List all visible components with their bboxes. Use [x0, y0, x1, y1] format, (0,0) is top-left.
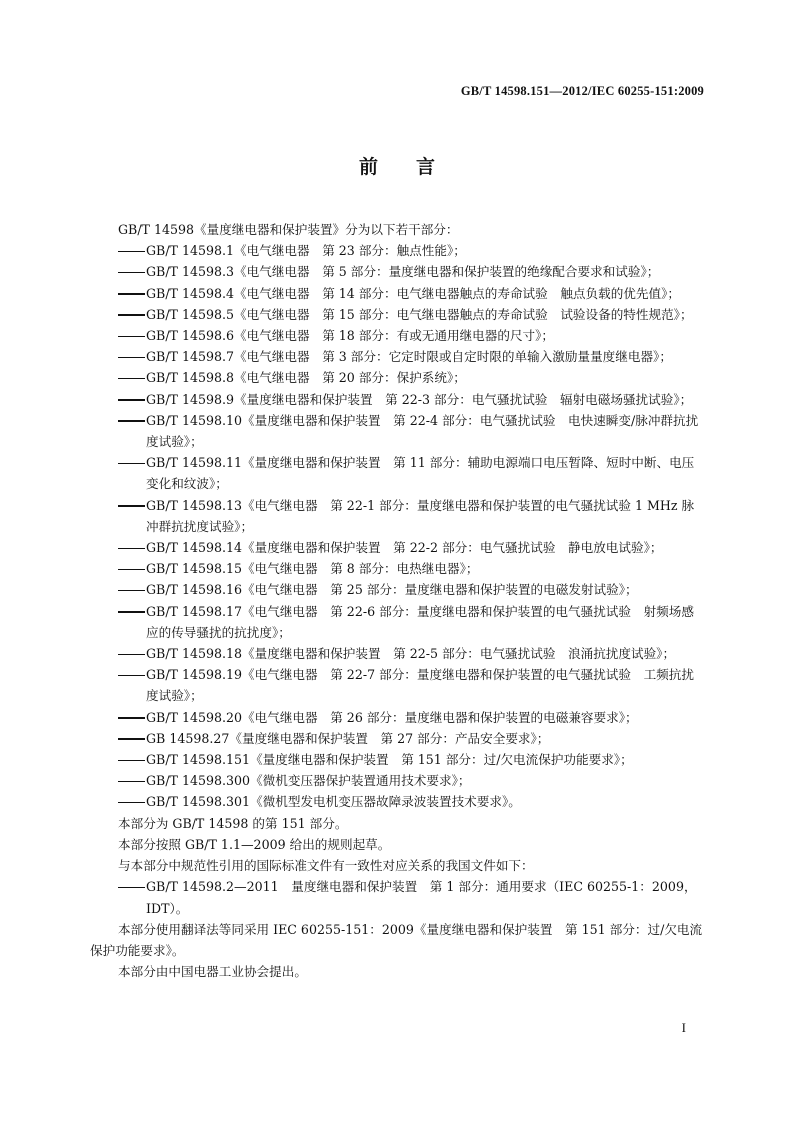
- intro-paragraph: GB/T 14598《量度继电器和保护装置》分为以下若干部分：: [118, 222, 459, 237]
- list-item: GB/T 14598.14《量度继电器和保护装置 第 22-2 部分：电气骚扰试验 静电放电试验》；: [146, 540, 663, 556]
- list-item: GB/T 14598.13《电气继电器 第 22-1 部分：量度继电器和保护装置的电气骚扰试验 1 MHz 脉冲群抗扰度试验》；: [146, 497, 695, 534]
- standard-number: GB/T 14598.151—2012/IEC 60255-151:2009: [460, 84, 704, 98]
- list-item: GB/T 14598.3《电气继电器 第 5 部分：量度继电器和保护装置的绝缘配合要求和试验》；: [146, 264, 660, 280]
- list-item: GB/T 14598.18《量度继电器和保护装置 第 22-5 部分：电气骚扰试验 浪涌抗扰度试验》；: [146, 646, 676, 662]
- list-item: GB/T 14598.4《电气继电器 第 14 部分：电气继电器触点的寿命试验 触点负载的优先值》；: [146, 285, 680, 301]
- list-item: GB/T 14598.1《电气继电器 第 23 部分：触点性能》；: [146, 243, 466, 259]
- list-item: GB/T 14598.300《微机变压器保护装置通用技术要求》；: [146, 773, 471, 789]
- list-item: GB/T 14598.20《电气继电器 第 26 部分：量度继电器和保护装置的电磁兼容要求》；: [146, 709, 638, 725]
- list-item: GB/T 14598.5《电气继电器 第 15 部分：电气继电器触点的寿命试验 试验设备的特性规范》；: [146, 306, 693, 322]
- list-item: GB/T 14598.10《量度继电器和保护装置 第 22-4 部分：电气骚扰试验 电快速瞬变/脉冲群抗扰度试验》；: [146, 412, 699, 450]
- list-item: GB/T 14598.17《电气继电器 第 22-6 部分：量度继电器和保护装置的电气骚扰试验 射频场感应的传导骚扰的抗扰度》；: [146, 603, 694, 640]
- list-item: GB 14598.27《量度继电器和保护装置 第 27 部分：产品安全要求》；: [146, 730, 550, 746]
- list-item: GB/T 14598.11《量度继电器和保护装置 第 11 部分：辅助电源端口电压暂降、短时中断、电压变化和纹波》；: [146, 455, 695, 492]
- parts-list: [90, 240, 706, 812]
- list-item: GB/T 14598.151《量度继电器和保护装置 第 151 部分：过/欠电流保护功能要求》；: [146, 752, 633, 768]
- list-item: GB/T 14598.7《电气继电器 第 3 部分：它定时限或自定时限的单输入激励量量度继电器》；: [146, 349, 672, 365]
- statement-refs: 与本部分中规范性引用的国际标准文件有一致性对应关系的我国文件如下：: [118, 858, 534, 874]
- list-item: GB/T 14598.301《微机型发电机变压器故障录波装置技术要求》。: [146, 794, 521, 810]
- list-item: GB/T 14598.19《电气继电器 第 22-7 部分：量度继电器和保护装置的电气骚扰试验 工频抗扰度试验》；: [146, 667, 694, 704]
- statement-translation: 本部分使用翻译法等同采用 IEC 60255-151：2009《量度继电器和保护装置 第 151 部分：过/欠电流保护功能要求》。: [90, 921, 703, 958]
- list-item: GB/T 14598.8《电气继电器 第 20 部分：保护系统》；: [146, 370, 466, 386]
- list-item: GB/T 14598.15《电气继电器 第 8 部分：电热继电器》；: [146, 561, 479, 577]
- page-number: I: [681, 1020, 686, 1035]
- list-item: GB/T 14598.16《电气继电器 第 25 部分：量度继电器和保护装置的电磁发射试验》；: [146, 582, 638, 598]
- statement-part: 本部分为 GB/T 14598 的第 151 部分。: [118, 815, 348, 831]
- page-title: 前言: [358, 156, 473, 178]
- document-body: [90, 219, 706, 982]
- reference-item: GB/T 14598.2—2011 量度继电器和保护装置 第 1 部分：通用要求（IEC 60255-1：2009，IDT）。: [146, 879, 697, 916]
- statement-rules: 本部分按照 GB/T 1.1—2009 给出的规则起草。: [118, 836, 391, 852]
- statement-proposer: 本部分由中国电器工业协会提出。: [118, 964, 307, 980]
- list-item: GB/T 14598.9《量度继电器和保护装置 第 22-3 部分：电气骚扰试验 辐射电磁场骚扰试验》；: [146, 391, 693, 407]
- list-item: GB/T 14598.6《电气继电器 第 18 部分：有或无通用继电器的尺寸》；: [146, 328, 555, 344]
